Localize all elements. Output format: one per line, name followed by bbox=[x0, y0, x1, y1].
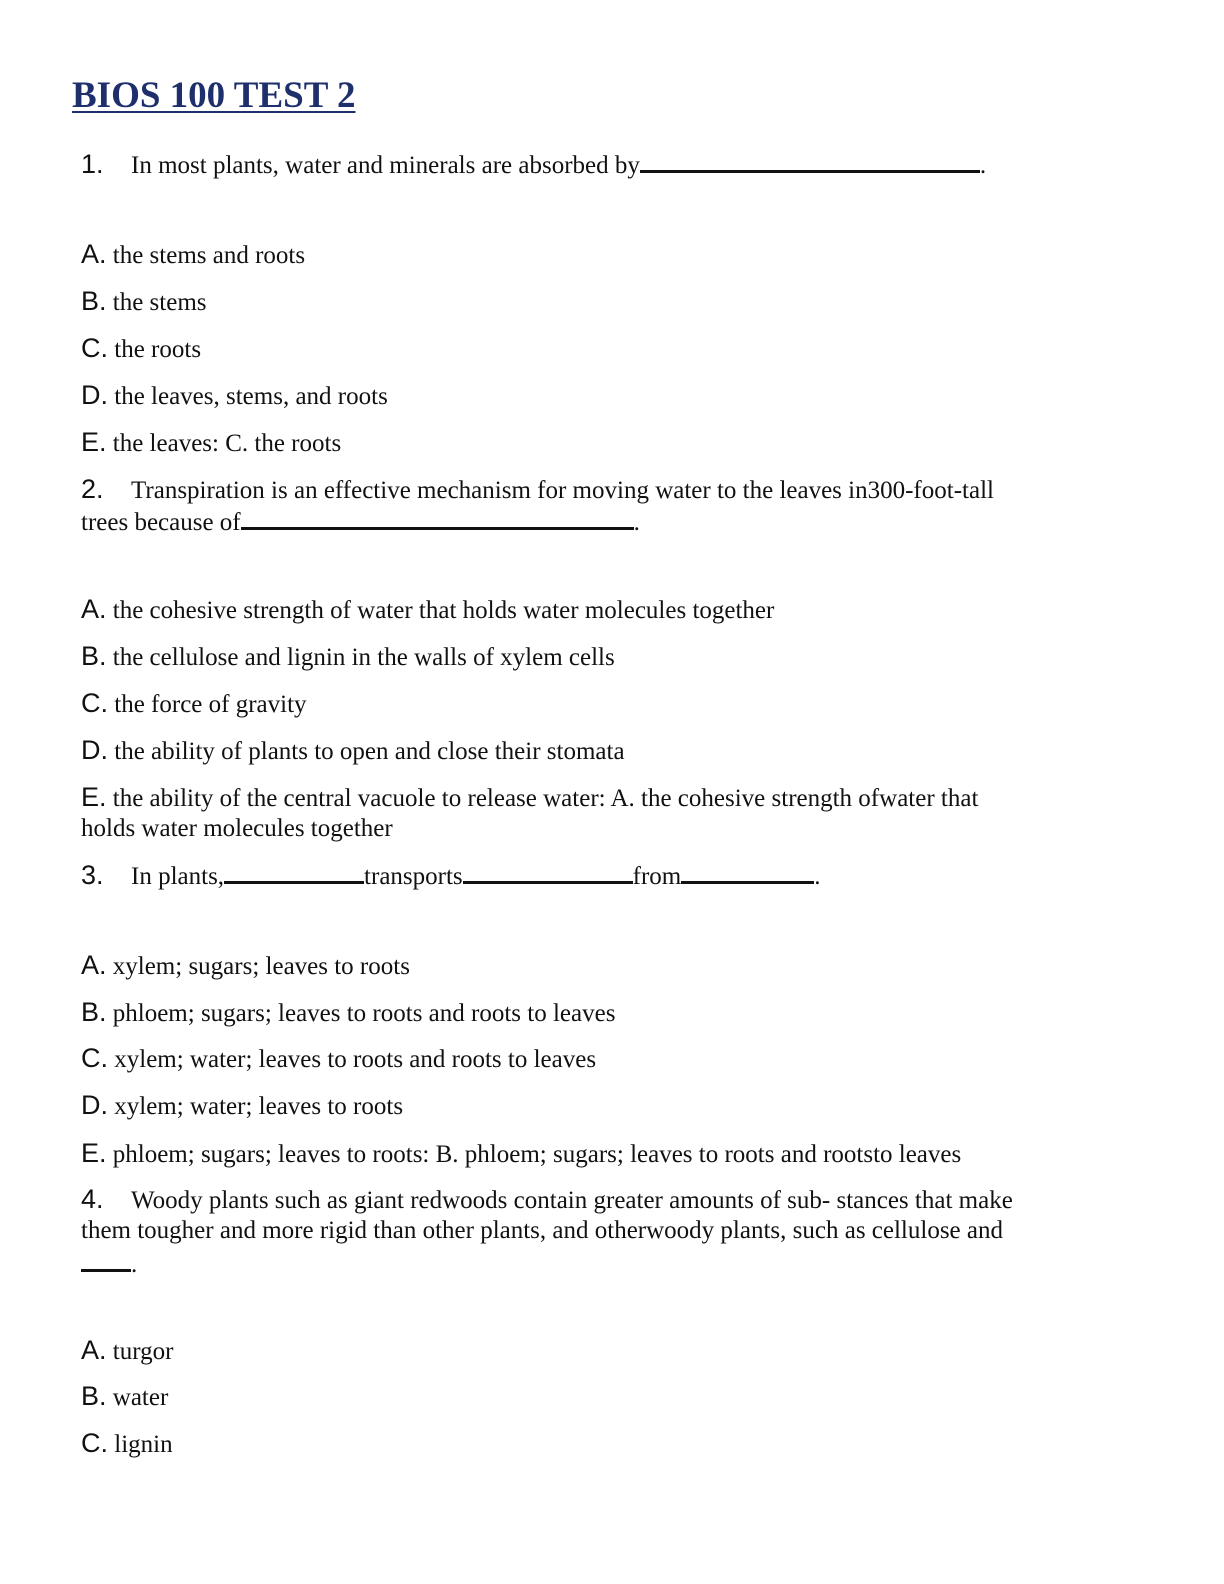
option-3b bbox=[81, 997, 615, 1029]
question-4-continued bbox=[81, 1215, 1003, 1246]
answer-blank bbox=[241, 505, 634, 530]
option-label: C. bbox=[81, 1043, 108, 1073]
option-text: the cohesive strength of water that holds water molecules together bbox=[112, 597, 775, 624]
question-text: transports bbox=[364, 863, 463, 890]
option-label: B. bbox=[81, 997, 107, 1027]
option-text: phloem; sugars; leaves to roots: B. phloem; sugars; leaves to roots and rootsto leaves bbox=[112, 1141, 962, 1168]
answer-blank bbox=[224, 859, 364, 884]
option-label: B. bbox=[81, 286, 107, 316]
option-1a bbox=[81, 239, 305, 271]
option-label: A. bbox=[81, 239, 107, 269]
question-text: Woody plants such as giant redwoods contain greater amounts of sub- stances that make bbox=[131, 1187, 1013, 1214]
option-1e bbox=[81, 427, 341, 459]
option-3d bbox=[81, 1090, 403, 1122]
option-4b bbox=[81, 1381, 168, 1413]
option-text: the cellulose and lignin in the walls of xylem cells bbox=[112, 644, 615, 671]
option-text: xylem; sugars; leaves to roots bbox=[112, 953, 410, 980]
answer-blank bbox=[681, 859, 814, 884]
option-label: D. bbox=[81, 1090, 108, 1120]
question-number: 1. bbox=[81, 149, 104, 179]
question-number: 3. bbox=[81, 860, 104, 890]
question-text: them tougher and more rigid than other plants, and otherwoody plants, such as cellulose and bbox=[81, 1217, 1003, 1244]
option-2e bbox=[81, 782, 978, 814]
question-2-continued: trees because of . bbox=[81, 505, 640, 538]
option-text: xylem; water; leaves to roots and roots to leaves bbox=[114, 1046, 597, 1073]
answer-blank bbox=[81, 1247, 131, 1272]
option-label: A. bbox=[81, 594, 107, 624]
document-title: BIOS 100 TEST 2 bbox=[72, 75, 356, 116]
option-label: D. bbox=[81, 735, 108, 765]
option-1d bbox=[81, 380, 388, 412]
answer-blank bbox=[463, 859, 633, 884]
option-label: E. bbox=[81, 1138, 107, 1168]
option-label: A. bbox=[81, 1335, 107, 1365]
option-label: E. bbox=[81, 427, 107, 457]
question-number: 4. bbox=[81, 1184, 104, 1214]
option-text: xylem; water; leaves to roots bbox=[114, 1093, 404, 1120]
option-2b bbox=[81, 641, 615, 673]
option-label: B. bbox=[81, 1381, 107, 1411]
option-text: the force of gravity bbox=[114, 691, 307, 718]
question-3: 3. In plants, transports from . bbox=[81, 860, 821, 890]
option-label: A. bbox=[81, 950, 107, 980]
option-1c bbox=[81, 333, 201, 365]
option-3c bbox=[81, 1043, 596, 1075]
option-3e bbox=[81, 1138, 961, 1170]
question-text: trees because of bbox=[81, 509, 241, 536]
option-text: the leaves, stems, and roots bbox=[114, 383, 388, 410]
option-text: the roots bbox=[114, 336, 202, 363]
question-2 bbox=[81, 474, 994, 506]
option-2a bbox=[81, 594, 774, 626]
question-4-blank-line: . bbox=[81, 1247, 137, 1280]
question-number: 2. bbox=[81, 474, 104, 504]
option-text: the leaves: C. the roots bbox=[112, 430, 342, 457]
option-text: turgor bbox=[112, 1338, 174, 1365]
option-4a bbox=[81, 1335, 173, 1367]
option-3a bbox=[81, 950, 410, 982]
option-label: B. bbox=[81, 641, 107, 671]
question-text: In plants, bbox=[131, 863, 225, 890]
option-1b bbox=[81, 286, 207, 318]
option-text: phloem; sugars; leaves to roots and roots to leaves bbox=[112, 1000, 616, 1027]
question-1: 1. In most plants, water and minerals are absorbed by . bbox=[81, 149, 987, 179]
option-2e-continued bbox=[81, 813, 393, 844]
option-text: the ability of plants to open and close their stomata bbox=[114, 738, 625, 765]
option-2c bbox=[81, 688, 307, 720]
option-text: the stems bbox=[112, 289, 207, 316]
option-text: lignin bbox=[114, 1431, 173, 1458]
option-text: the ability of the central vacuole to release water: A. the cohesive strength ofwater that bbox=[112, 785, 979, 812]
option-2d bbox=[81, 735, 625, 767]
option-text: water bbox=[112, 1384, 169, 1411]
question-text: from bbox=[632, 863, 682, 890]
option-label: E. bbox=[81, 782, 107, 812]
question-text: In most plants, water and minerals are absorbed by bbox=[131, 152, 640, 179]
answer-blank bbox=[640, 148, 980, 173]
question-4 bbox=[81, 1184, 1013, 1216]
option-label: C. bbox=[81, 688, 108, 718]
option-label: C. bbox=[81, 333, 108, 363]
question-text: Transpiration is an effective mechanism for moving water to the leaves in300-foot-tall bbox=[131, 477, 994, 504]
option-4c bbox=[81, 1428, 173, 1460]
option-label: D. bbox=[81, 380, 108, 410]
option-label: C. bbox=[81, 1428, 108, 1458]
option-text: holds water molecules together bbox=[81, 815, 393, 842]
option-text: the stems and roots bbox=[112, 242, 306, 269]
